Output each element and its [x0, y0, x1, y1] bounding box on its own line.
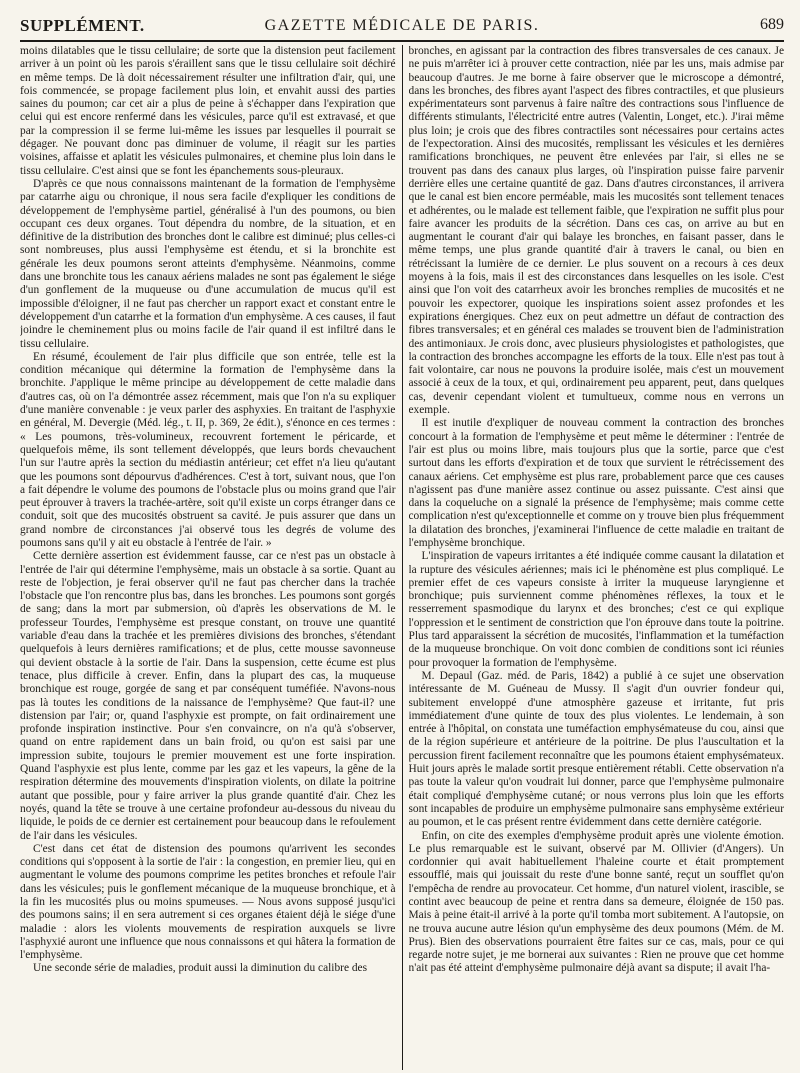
paragraph: En résumé, écoulement de l'air plus difficile que son entrée, telle est la condition mécanique qui détermine la formation de l'emphysème dans la bronchite. J'applique le même principe au développement de cette maladie dans d'autres cas, où on l'a démontrée assez récemment, mais que l'on n'a su expliquer d'une manière convenable : je veux parler des asphyxies. En traitant de l'asphyxie en général, M. Devergie (Méd. lég., t. II, p. 369, 2e édit.), s'énonce en ces termes : « Les poumons, très-volumineux, recouvrent fortement le péricarde, et quelquefois même, ils sont tellement développés, que leurs bords chevauchent l'un sur l'autre après la section du médiastin antérieur; cet effet n'a lieu qu'autant que les poumons sont dépourvus d'adhérences. C'est à tort, suivant nous, que l'on a fait dépendre le volume des poumons de l'obstacle plus ou moins grand que l'air peut éprouver à travers la trachée-artère, soit qu'il existe un corps étranger dans ce conduit, soit que des mucosités obstruent sa cavité. Je puis assurer que dans un grand nombre de circonstances j'ai observé tous les degrés de volume des poumons sans qu'il y ait eu obstacle à l'entrée de l'air. » [20, 350, 396, 549]
section-label: SUPPLÉMENT. [20, 16, 145, 35]
page-number: 689 [760, 16, 784, 33]
journal-title: GAZETTE MÉDICALE DE PARIS. [264, 17, 540, 34]
left-column [20, 45, 396, 1070]
paragraph: bronches, en agissant par la contraction des fibres transversales de ces canaux. Je ne puis m'arrêter ici à prouver cette contraction, niée par les uns, mais admise par beaucoup d'autres. Je me borne à faire observer que le microscope a démontré, dans les bronches, des fibres ayant l'aspect des fibres contractiles, et que plusieurs expérimentateurs sont parvenus à faire naître des contractions sous l'influence de différents stimulants, l'électricité entre autres (Valentin, Longet, etc.). J'irai même plus loin; je crois que des fibres contractiles sont nécessaires pour certains actes de l'expectoration. Ainsi des mucosités, remplissant les vésicules et les dernières ramifications bronchiques, ne peuvent être enlevées par l'air, si elles ne se trouvent pas dans des canaux plus larges, où l'inspiration puisse faire parvenir derrière elles une certaine quantité de gaz. Dans d'autres circonstances, il arrivera que le canal est bien encore perméable, mais les mucosités sont tellement tenaces et adhérentes, ou le malade est tellement faible, que l'expiration ne suffit plus pour faire avancer les produits de la sécrétion. Dans ces cas, on arrive au but en augmentant le courant d'air qui balaye les bronches, en faisant passer, dans le même temps, une plus grande quantité d'air à travers le canal, ou bien en rétrécissant la lumière de ce dernier. Le plus souvent on a recours à ces deux moyens à la fois, mais il est des circonstances dans lesquelles on les isole. C'est ainsi que l'on voit des catarrheux avoir les bronches remplies de mucosités et ne pouvoir les expectorer, quoique les inspirations soient assez profondes et les expirations énergiques. Chez eux on peut admettre un défaut de contraction des fibres transversales; et en général ces malades se trouvent bien de l'administration des antimoniaux. Je crois donc, avec plusieurs physiologistes et pathologistes, que la contraction des bronches accompagne les efforts de la toux. Elle n'est pas tout à fait volontaire, car nous ne pouvons la produire isolée, mais c'est un mouvement associé à ceux de la toux, et qui, ordinairement peu apparent, peut, dans quelques cas, devenir cependant violent et tumultueux, comme nous en verrons un exemple. [408, 45, 784, 417]
running-header [20, 14, 784, 42]
paragraph: C'est dans cet état de distension des poumons qu'arrivent les secondes conditions qui s'opposent à la sortie de l'air : la congestion, en premier lieu, qui en augmentant le volume des poumons comprime les petites bronches et refoule l'air dans les vésicules; puis le gonflement mécanique de la muqueuse bronchique, et à la fin les mucosités plus ou moins spumeuses. — Nous avons supposé jusqu'ici des poumons sains; il en sera autrement si ces organes étaient déjà le siége d'une maladie : alors les violents mouvements de respiration auxquels se livre l'asphyxié auront une influence que nous connaissons et qui hâtera la formation de l'emphysème. [20, 842, 396, 962]
right-column [409, 45, 785, 1070]
paragraph: Enfin, on cite des exemples d'emphysème produit après une violente émotion. Le plus remarquable est le suivant, observé par M. Ollivier (d'Angers). Un cordonnier qui avait habituellement l'haleine courte et était promptement essoufflé, mais qui jouissait du reste d'une bonne santé, reçut un soufflet qu'on l'empêcha de rendre au provocateur. Cet homme, d'un naturel violent, irascible, se contint avec beaucoup de peine et rentra dans sa demeure, éloignée de 150 pas. Mais à peine était-il arrivé à la porte qu'il tomba mort subitement. A l'autopsie, on ne trouva aucune autre lésion qu'un emphysème des deux poumons (Mém. de M. Prus). Bien des observations pourraient être faites sur ce cas, mais, pour ce qui regarde notre sujet, je me bornerai aux suivantes : Rien ne prouve que cet homme n'ait pas été atteint d'emphysème pulmonaire déjà avant sa dispute; il avait l'ha- [408, 829, 784, 975]
paragraph: D'après ce que nous connaissons maintenant de la formation de l'emphysème par catarrhe aigu ou chronique, il nous sera facile d'expliquer les conditions de développement de l'emphysème partiel, généralisé à l'un des poumons, ou bien occupant ces deux organes. Tout dépendra du nombre, de la situation, et en définitive de la distribution des bronches dont le calibre est diminué; plus celles-ci sont nombreuses, plus aussi l'emphysème est étendu, et si la bronchite est générale les deux poumons seront atteints d'emphysème. Néanmoins, comme dans une bronchite tous les canaux aériens malades ne sont pas également le siége d'un gonflement de la muqueuse ou d'une accumulation de mucus qu'il est impossible d'éloigner, il ne faut pas chercher un rapport exact et constant entre le développement d'un catarrhe et la formation d'un emphysème. A ces causes, il faut joindre le cheminement plus ou moins facile de l'air quand il est infiltré dans le tissu cellulaire. [20, 177, 396, 350]
paragraph: Il est inutile d'expliquer de nouveau comment la contraction des bronches concourt à la formation de l'emphysème et peut même le déterminer : l'entrée de l'air est plus ou moins libre, mais toujours plus que la sortie, parce que c'est surtout dans les efforts d'expiration et de toux que survient le rétrécissement des canaux aériens. Cet emphysème est plus rare, probablement parce que ces causes n'agissent pas d'une manière assez continue ou assez puissante. C'est ainsi que dans la coqueluche on a signalé la présence de l'emphysème; mais comme cette complication n'est qu'exceptionnelle et comme on y trouve bien plus fréquemment la dilatation des bronches, j'examinerai l'influence de cette maladie en traitant de l'emphysème bronchique. [408, 417, 784, 549]
paragraph: moins dilatables que le tissu cellulaire; de sorte que la distension peut facilement arriver à un point où les parois s'éraillent sans que le tissu cellulaire soit déchiré en même temps. De là doit nécessairement résulter une infiltration d'air, qui, une fois commencée, se propage facilement plus loin, et envahit aussi des parties saines du poumon; car cet air a plus de peine à s'échapper dans l'expiration que celui qui est encore renfermé dans les vésicules, parce qu'il est extravasé, et que par la compression il se ferme lui-même les issues par lesquelles il pourrait se dégager. Ne pouvant donc pas diminuer de volume, il réagit sur les parties voisines, affaisse et aplatit les vésicules pulmonaires, et chemine plus loin dans le tissu cellulaire. C'est ainsi que se font les épanchements sous-pleuraux. [20, 45, 396, 177]
column-divider [402, 45, 403, 1070]
paragraph: Une seconde série de maladies, produit aussi la diminution du calibre des [33, 962, 368, 975]
paragraph: Cette dernière assertion est évidemment fausse, car ce n'est pas un obstacle à l'entrée de l'air qui détermine l'emphysème, mais un obstacle à sa sortie. Quant au reste de l'objection, je ferai observer qu'il ne faut pas chercher dans la trachée l'obstacle que l'on rencontre plus bas, dans les bronches. Les poumons sont gorgés de sang; dans la mort par submersion, où d'après les observations de M. le professeur Tourdes, l'emphysème est presque constant, on trouve une quantité variable d'eau dans la trachée et les premières divisions des bronches, s'étendant quelquefois à leurs dernières ramifications; et de plus, cette mousse savonneuse qui devient obstacle à la sortie de l'air. Dans la suspension, cette écume est plus tenace, plus difficile à crever. Enfin, dans la plupart des cas, la muqueuse bronchique est rouge, gorgée de sang et par conséquent tuméfiée. N'avons-nous pas là toutes les conditions de la naissance de l'emphysème? Que faut-il? une distension par l'air; or, quand l'asphyxie est prompte, on fait ordinairement une profonde inspiration instinctive. Pour s'en convaincre, on n'a qu'à s'observer, quand on entre rapidement dans un bain froid, ou qu'on est saisi par une impression subite, toujours le premier mouvement est une forte inspiration. Quand l'asphyxie est plus lente, comme par les gaz et les vapeurs, la gêne de la respiration détermine des mouvements d'inspiration violents, on dilate la poitrine autant que possible, pour y faire arriver la plus grande quantité d'air. Chez les noyés, quand la tête se trouve à une certaine profondeur au-dessous du niveau du liquide, le poids de ce dernier est certainement pour beaucoup dans le refoulement de l'air dans les vésicules. [20, 550, 396, 842]
paragraph: L'inspiration de vapeurs irritantes a été indiquée comme causant la dilatation et la rupture des vésicules aériennes; mais ici le phénomène est plus compliqué. Le premier effet de ces vapeurs consiste à irriter la muqueuse laryngienne et bronchique; puis surviennent comme phénomènes réflexes, la toux et le resserrement spasmodique du larynx et des bronches; c'est ce qui explique l'oppression et le sentiment de constriction que l'on éprouve dans toute la poitrine. Plus tard apparaissent la sécrétion de mucosités, l'inflammation et la tuméfaction de la muqueuse bronchique. On voit donc combien de conditions sont ici réunies pour provoquer la formation de l'emphysème. [408, 550, 784, 669]
text-columns [20, 45, 784, 1070]
paragraph: M. Depaul (Gaz. méd. de Paris, 1842) a publié à ce sujet une observation intéressante de M. Guéneau de Mussy. Il s'agit d'un ouvrier fondeur qui, subitement enveloppé d'une atmosphère gazeuse et irritante, fut pris immédiatement d'une quinte de toux des plus violentes. Le lendemain, à son entrée à l'hôpital, on constata une tuméfaction emphysémateuse du cou, ainsi que de la région supérieure et antérieure de la poitrine. De plus l'auscultation et la percussion firent facilement reconnaître que les poumons étaient emphysémateux. Huit jours après le malade sortit presque entièrement rétabli. Cette observation n'a pas toute la valeur qu'on voudrait lui donner, parce que l'emphysème pulmonaire était compliqué d'emphysème cutané; or nous verrons plus loin que les efforts sont incapables de produire un emphysème pulmonaire sans emphysème extérieur au poumon, et le cas présent rentre évidemment dans cette dernière catégorie. [408, 669, 784, 829]
